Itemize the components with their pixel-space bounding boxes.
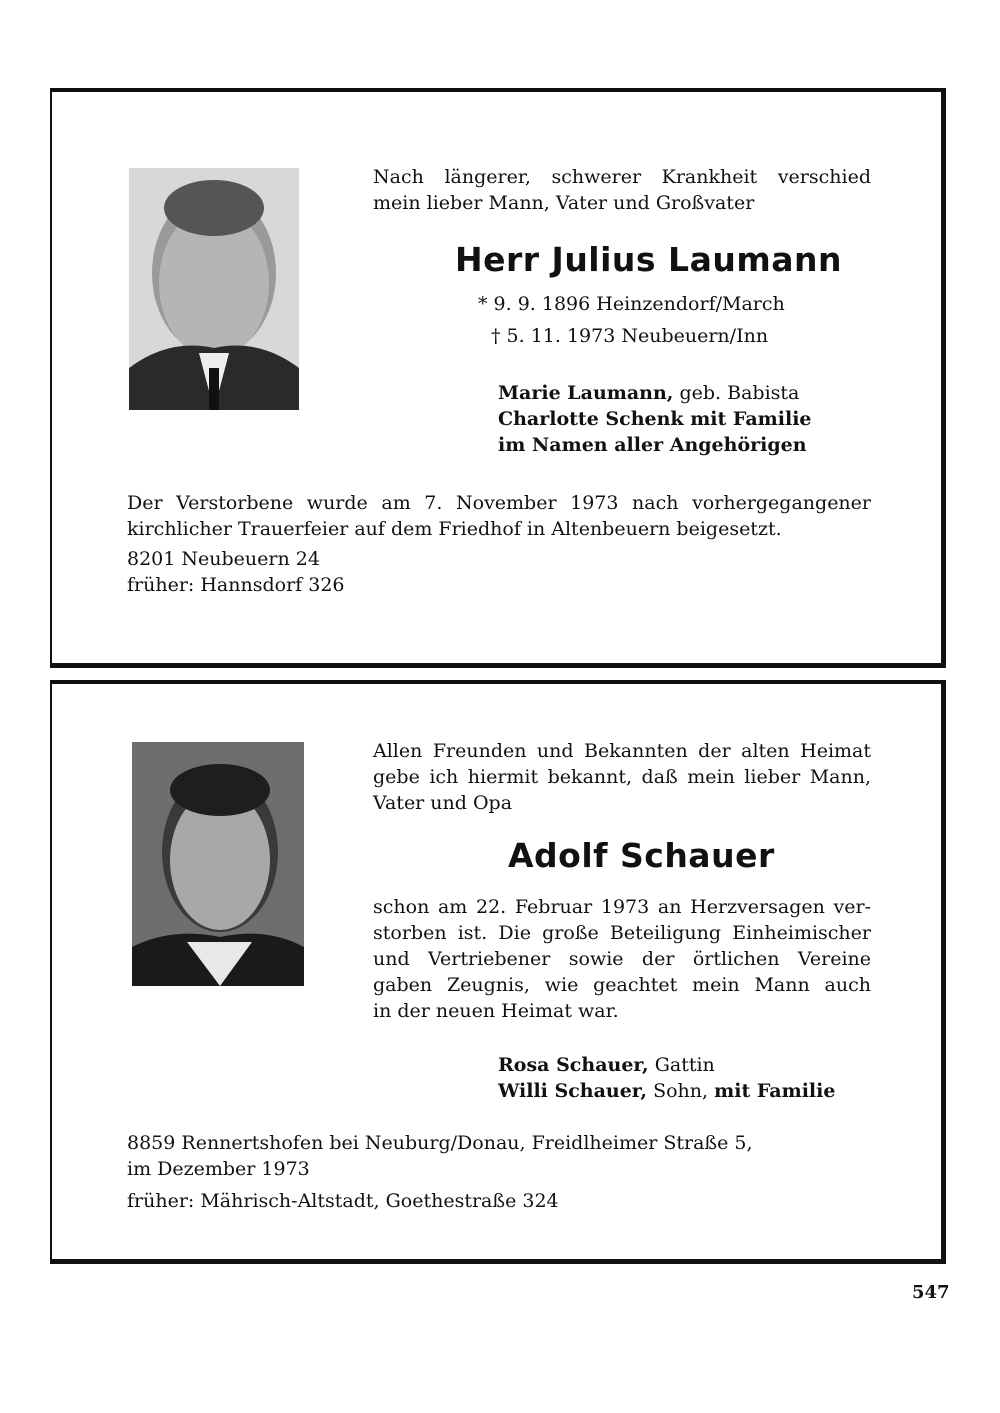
deceased-name: Adolf Schauer: [508, 836, 775, 875]
death-date: † 5. 11. 1973 Neubeuern/Inn: [491, 325, 769, 347]
body-line: schon am 22. Februar 1973 an Herzversagen ver-: [373, 896, 871, 918]
signer-line: [498, 432, 812, 458]
portrait-photo-laumann: [129, 168, 299, 410]
intro-line: gebe ich hiermit bekannt, daß mein lieber Mann,: [373, 766, 871, 788]
address-line: früher: Mährisch-Altstadt, Goethestraße 324: [127, 1190, 559, 1212]
birth-date: * 9. 9. 1896 Heinzendorf/March: [478, 293, 785, 315]
signer-line: [498, 1078, 835, 1104]
page-number: 547: [912, 1282, 950, 1303]
intro-line: Vater und Opa: [373, 792, 513, 814]
signer-line: [498, 1052, 835, 1078]
portrait-photo-schauer: [132, 742, 304, 986]
intro-line: Allen Freunden und Bekannten der alten Heimat: [373, 740, 871, 762]
intro-line: mein lieber Mann, Vater und Großvater: [373, 192, 755, 214]
burial-line: kirchlicher Trauerfeier auf dem Friedhof in Altenbeuern beigesetzt.: [127, 518, 782, 540]
intro-line: Nach längerer, schwerer Krankheit verschied: [373, 166, 871, 188]
body-line: in der neuen Heimat war.: [373, 1000, 619, 1022]
signer-detail: Sohn,: [647, 1080, 715, 1102]
body-line: storben ist. Die große Beteiligung Einheimischer: [373, 922, 871, 944]
obituary-notice-laumann: [50, 88, 946, 668]
signer-name: im Namen aller Angehörigen: [498, 434, 807, 456]
body-line: gaben Zeugnis, wie geachtet mein Mann auch: [373, 974, 871, 996]
signer-name: Rosa Schauer,: [498, 1054, 649, 1076]
signer-name: Charlotte Schenk mit Familie: [498, 408, 812, 430]
signer-detail: geb. Babista: [673, 382, 800, 404]
signer-line: [498, 406, 812, 432]
signer-name: Willi Schauer,: [498, 1080, 648, 1102]
address-line: 8859 Rennertshofen bei Neuburg/Donau, Freidlheimer Straße 5,: [127, 1132, 753, 1154]
burial-line: Der Verstorbene wurde am 7. November 1973 nach vorhergegangener: [127, 492, 871, 514]
deceased-name: Herr Julius Laumann: [455, 240, 842, 279]
body-line: und Vertriebener sowie der örtlichen Vereine: [373, 948, 871, 970]
address-line: im Dezember 1973: [127, 1158, 310, 1180]
obituary-notice-schauer: [50, 680, 946, 1264]
signer-detail: Gattin: [648, 1054, 715, 1076]
signer-detail-bold: mit Familie: [714, 1080, 836, 1102]
signer-line: [498, 380, 812, 406]
signer-name: Marie Laumann,: [498, 382, 674, 404]
address-line: früher: Hannsdorf 326: [127, 574, 345, 596]
address-line: 8201 Neubeuern 24: [127, 548, 320, 570]
